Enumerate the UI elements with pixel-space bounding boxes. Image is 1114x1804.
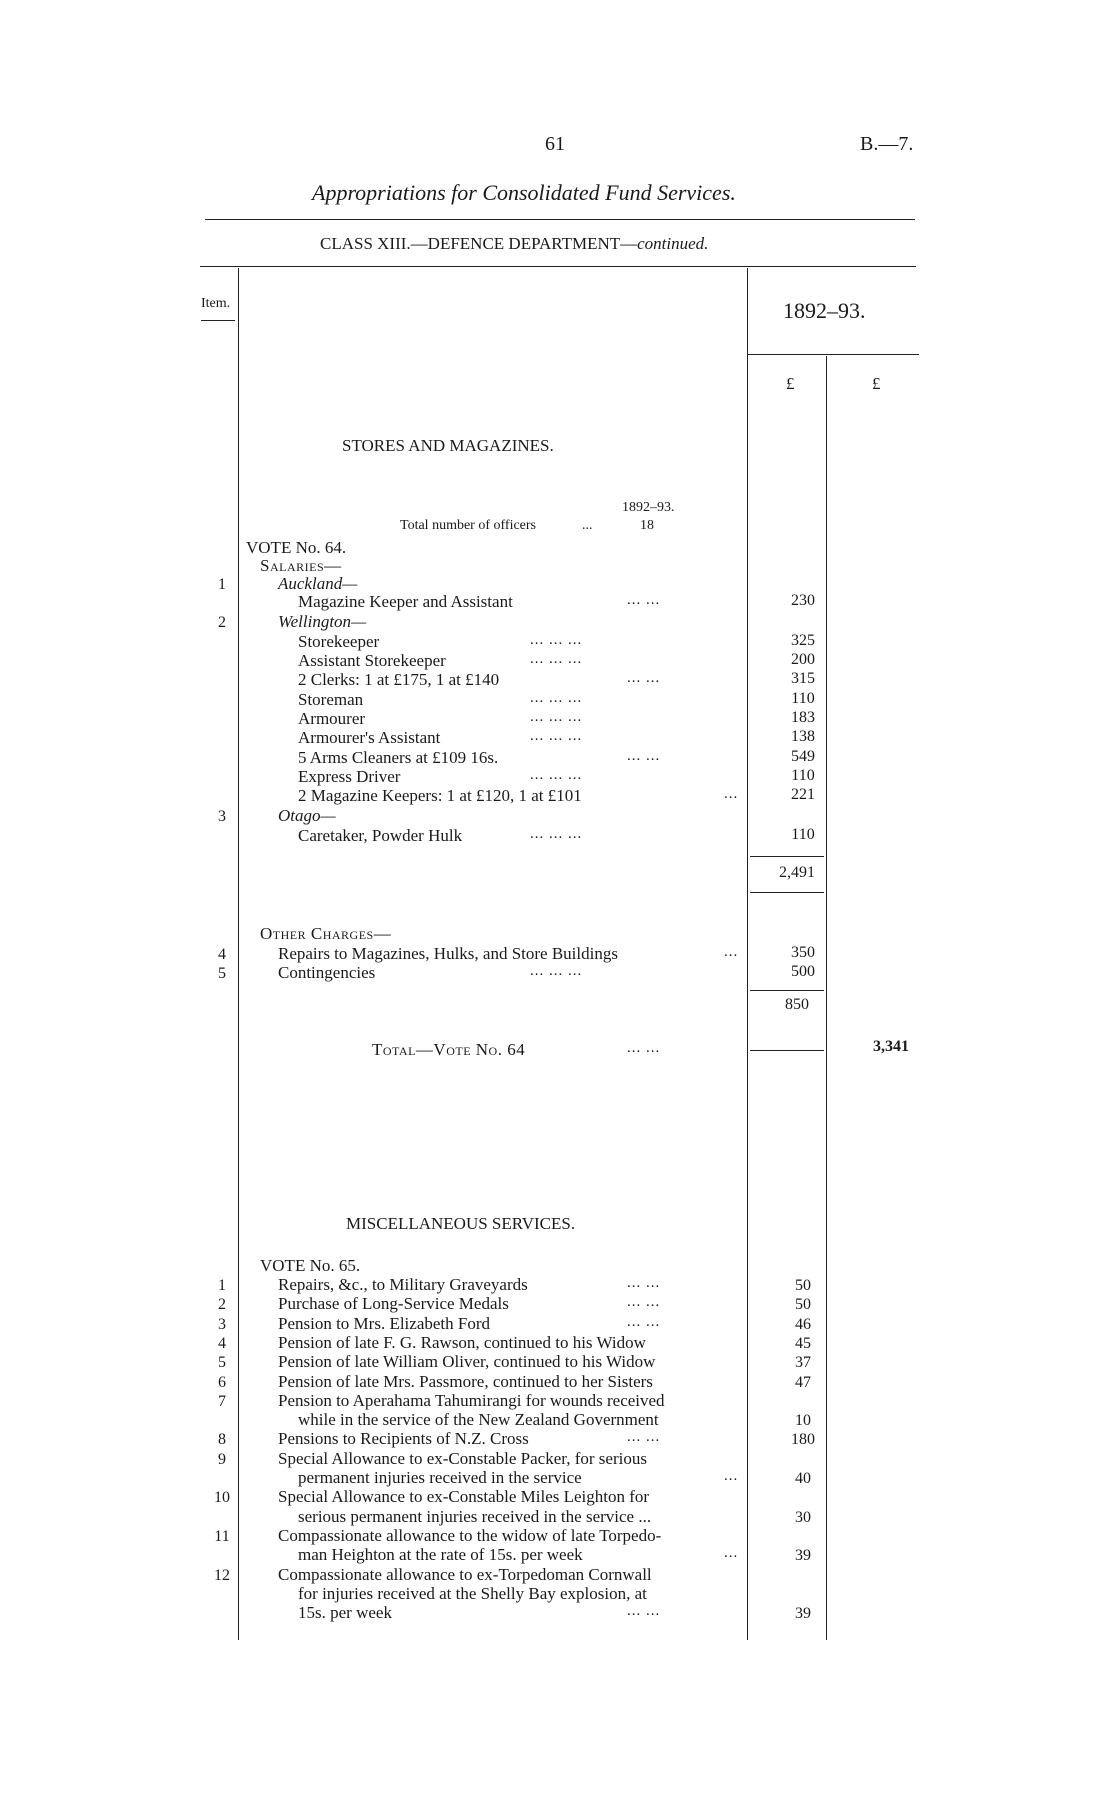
- line-label: Pensions to Recipients of N.Z. Cross: [278, 1429, 529, 1449]
- document-reference: B.—7.: [860, 133, 914, 155]
- leader-dots: ...: [724, 786, 739, 802]
- leader-dots: ... ...: [627, 1040, 661, 1056]
- line-label: 15s. per week: [298, 1603, 392, 1623]
- place-auckland: Auckland—: [278, 574, 358, 593]
- misc-heading: MISCELLANEOUS SERVICES.: [346, 1214, 576, 1233]
- amount: 549: [791, 748, 815, 765]
- line-label: Pension of late F. G. Rawson, continued to his Widow: [278, 1332, 646, 1352]
- amount: 221: [791, 786, 815, 803]
- line-label: 5 Arms Cleaners at £109 16s.: [298, 748, 499, 767]
- subtotal-rule: [750, 990, 824, 991]
- amount: 200: [791, 651, 815, 668]
- leader-dots: ... ...: [627, 670, 661, 686]
- item-number: 4: [218, 1334, 226, 1352]
- line-label: Storekeeper: [298, 632, 380, 651]
- other-charges-heading: Other Charges—: [260, 924, 392, 943]
- amount: 37: [795, 1354, 811, 1372]
- item-number: 7: [218, 1392, 226, 1410]
- line-label: serious permanent injuries received in the service ...: [298, 1506, 652, 1526]
- item-number: 8: [218, 1431, 226, 1449]
- leader-dots: ... ... ...: [530, 651, 583, 667]
- line-label: Contingencies: [278, 963, 376, 982]
- line-label: Express Driver: [298, 767, 401, 786]
- item-header: Item.: [201, 296, 231, 311]
- officers-year: 1892–93.: [622, 500, 675, 515]
- vote-64-total-label: Total—Vote No. 64: [372, 1040, 526, 1059]
- table-top-rule: [200, 266, 916, 267]
- currency-header-2: £: [872, 374, 881, 393]
- place-otago: Otago—: [278, 806, 336, 825]
- place-wellington: Wellington—: [278, 612, 367, 631]
- item-number: 1: [218, 1277, 226, 1294]
- vote-65-heading: VOTE No. 65.: [260, 1256, 361, 1275]
- leader-dots: ... ...: [627, 1294, 661, 1311]
- item-number: 2: [218, 614, 226, 631]
- item-number: 5: [218, 965, 226, 982]
- item-number: 9: [218, 1450, 226, 1468]
- line-label: Storeman: [298, 690, 364, 709]
- item-number: 3: [218, 1315, 226, 1333]
- leader-dots: ... ... ...: [530, 826, 583, 842]
- amount: 39: [795, 1547, 811, 1565]
- item-column-rule: [238, 268, 239, 1640]
- salaries-total: 2,491: [779, 864, 815, 881]
- leader-dots: ...: [724, 1468, 739, 1484]
- line-label: Pension to Aperahama Tahumirangi for wounds received: [278, 1390, 665, 1410]
- line-label: Compassionate allowance to the widow of late Torpedo-: [278, 1525, 662, 1545]
- amount: 500: [791, 963, 815, 980]
- vote-64-heading: VOTE No. 64.: [246, 538, 347, 557]
- line-label: Purchase of Long-Service Medals: [278, 1294, 509, 1314]
- line-label: man Heighton at the rate of 15s. per week: [298, 1545, 583, 1565]
- leader-dots: ... ...: [627, 748, 661, 764]
- page-title: Appropriations for Consolidated Fund Services.: [312, 180, 736, 205]
- item-number: 3: [218, 808, 226, 825]
- amount: 230: [791, 592, 815, 609]
- leader-dots: ... ... ...: [530, 690, 583, 706]
- leader-dots: ... ...: [627, 592, 661, 608]
- amount: 50: [795, 1296, 811, 1314]
- amount-column-rule-left: [747, 268, 748, 1640]
- item-number: 4: [218, 946, 226, 963]
- amount: 39: [795, 1605, 811, 1623]
- line-label: Pension of late William Oliver, continued to his Widow: [278, 1352, 656, 1372]
- amount: 110: [791, 690, 815, 707]
- amount: 40: [795, 1470, 811, 1487]
- amount: 180: [791, 1431, 815, 1449]
- line-label: Special Allowance to ex-Constable Miles Leighton for: [278, 1487, 650, 1507]
- amount: 47: [795, 1373, 811, 1391]
- line-label: 2 Clerks: 1 at £175, 1 at £140: [298, 670, 500, 689]
- leader-dots: ... ...: [627, 1603, 661, 1620]
- amount: 110: [791, 767, 815, 784]
- line-label: Assistant Storekeeper: [298, 651, 446, 670]
- line-label: Caretaker, Powder Hulk: [298, 826, 463, 845]
- item-number: 11: [214, 1527, 230, 1545]
- amount: 350: [791, 944, 815, 961]
- salaries-heading: Salaries—: [260, 556, 342, 575]
- line-label: 2 Magazine Keepers: 1 at £120, 1 at £101: [298, 786, 582, 805]
- line-label: Special Allowance to ex-Constable Packer, for serious: [278, 1448, 647, 1468]
- subtotal-rule: [750, 892, 824, 893]
- class-heading: [320, 234, 708, 254]
- item-number: 12: [214, 1566, 230, 1584]
- class-heading-main: CLASS XIII.—DEFENCE DEPARTMENT—: [320, 234, 638, 253]
- amount: 46: [795, 1315, 811, 1333]
- item-number: 2: [218, 1296, 226, 1314]
- line-label: Magazine Keeper and Assistant: [298, 592, 513, 611]
- leader-dots: ... ... ...: [530, 632, 583, 648]
- amount: 315: [791, 670, 815, 687]
- line-label: while in the service of the New Zealand Government: [298, 1410, 659, 1430]
- year-header: 1892–93.: [783, 298, 866, 323]
- amount: 183: [791, 709, 815, 726]
- total-rule: [750, 1050, 824, 1051]
- line-label: permanent injuries received in the service: [298, 1468, 582, 1487]
- leader-dots: ... ... ...: [530, 767, 583, 783]
- item-number: 1: [218, 576, 226, 593]
- subtotal-rule: [750, 856, 824, 857]
- vote-64-total: 3,341: [873, 1038, 909, 1055]
- leader-dots: ... ...: [627, 1429, 661, 1446]
- line-label: Pension of late Mrs. Passmore, continued to her Sisters: [278, 1371, 653, 1391]
- amount: 50: [795, 1277, 811, 1294]
- other-charges-total: 850: [785, 996, 809, 1013]
- title-rule: [205, 219, 915, 220]
- item-number: 10: [214, 1489, 230, 1507]
- amount: 138: [791, 728, 815, 745]
- officers-count: 18: [640, 518, 654, 533]
- leader-dots: ... ...: [627, 1275, 661, 1291]
- item-number: 6: [218, 1373, 226, 1391]
- amount: 325: [791, 632, 815, 649]
- leader-dots: ... ... ...: [530, 963, 583, 979]
- amount: 45: [795, 1334, 811, 1352]
- line-label: Pension to Mrs. Elizabeth Ford: [278, 1313, 491, 1333]
- line-label: Compassionate allowance to ex-Torpedoman Cornwall: [278, 1564, 652, 1584]
- line-label: for injuries received at the Shelly Bay explosion, at: [298, 1583, 647, 1603]
- leader-dots: ... ... ...: [530, 728, 583, 744]
- class-heading-cont: continued.: [637, 234, 709, 253]
- amount: 110: [791, 826, 815, 843]
- line-label: Armourer's Assistant: [298, 728, 441, 747]
- year-rule: [747, 354, 919, 355]
- leader-dots: ...: [724, 944, 739, 960]
- leader-dots: ... ...: [627, 1313, 661, 1330]
- line-label: Repairs, &c., to Military Graveyards: [278, 1275, 528, 1294]
- amount: 10: [795, 1412, 811, 1430]
- item-header-underline: [201, 320, 235, 321]
- page-number: 61: [545, 133, 565, 155]
- item-number: 5: [218, 1354, 226, 1372]
- line-label: Repairs to Magazines, Hulks, and Store Buildings: [278, 944, 618, 963]
- leader-dots: ...: [724, 1545, 739, 1562]
- amount: 30: [795, 1508, 811, 1526]
- currency-header-1: £: [786, 374, 795, 393]
- line-label: Armourer: [298, 709, 366, 728]
- officers-label: Total number of officers: [400, 518, 536, 533]
- officers-dots: ...: [582, 518, 593, 533]
- leader-dots: ... ... ...: [530, 709, 583, 725]
- stores-heading: STORES AND MAGAZINES.: [342, 436, 554, 455]
